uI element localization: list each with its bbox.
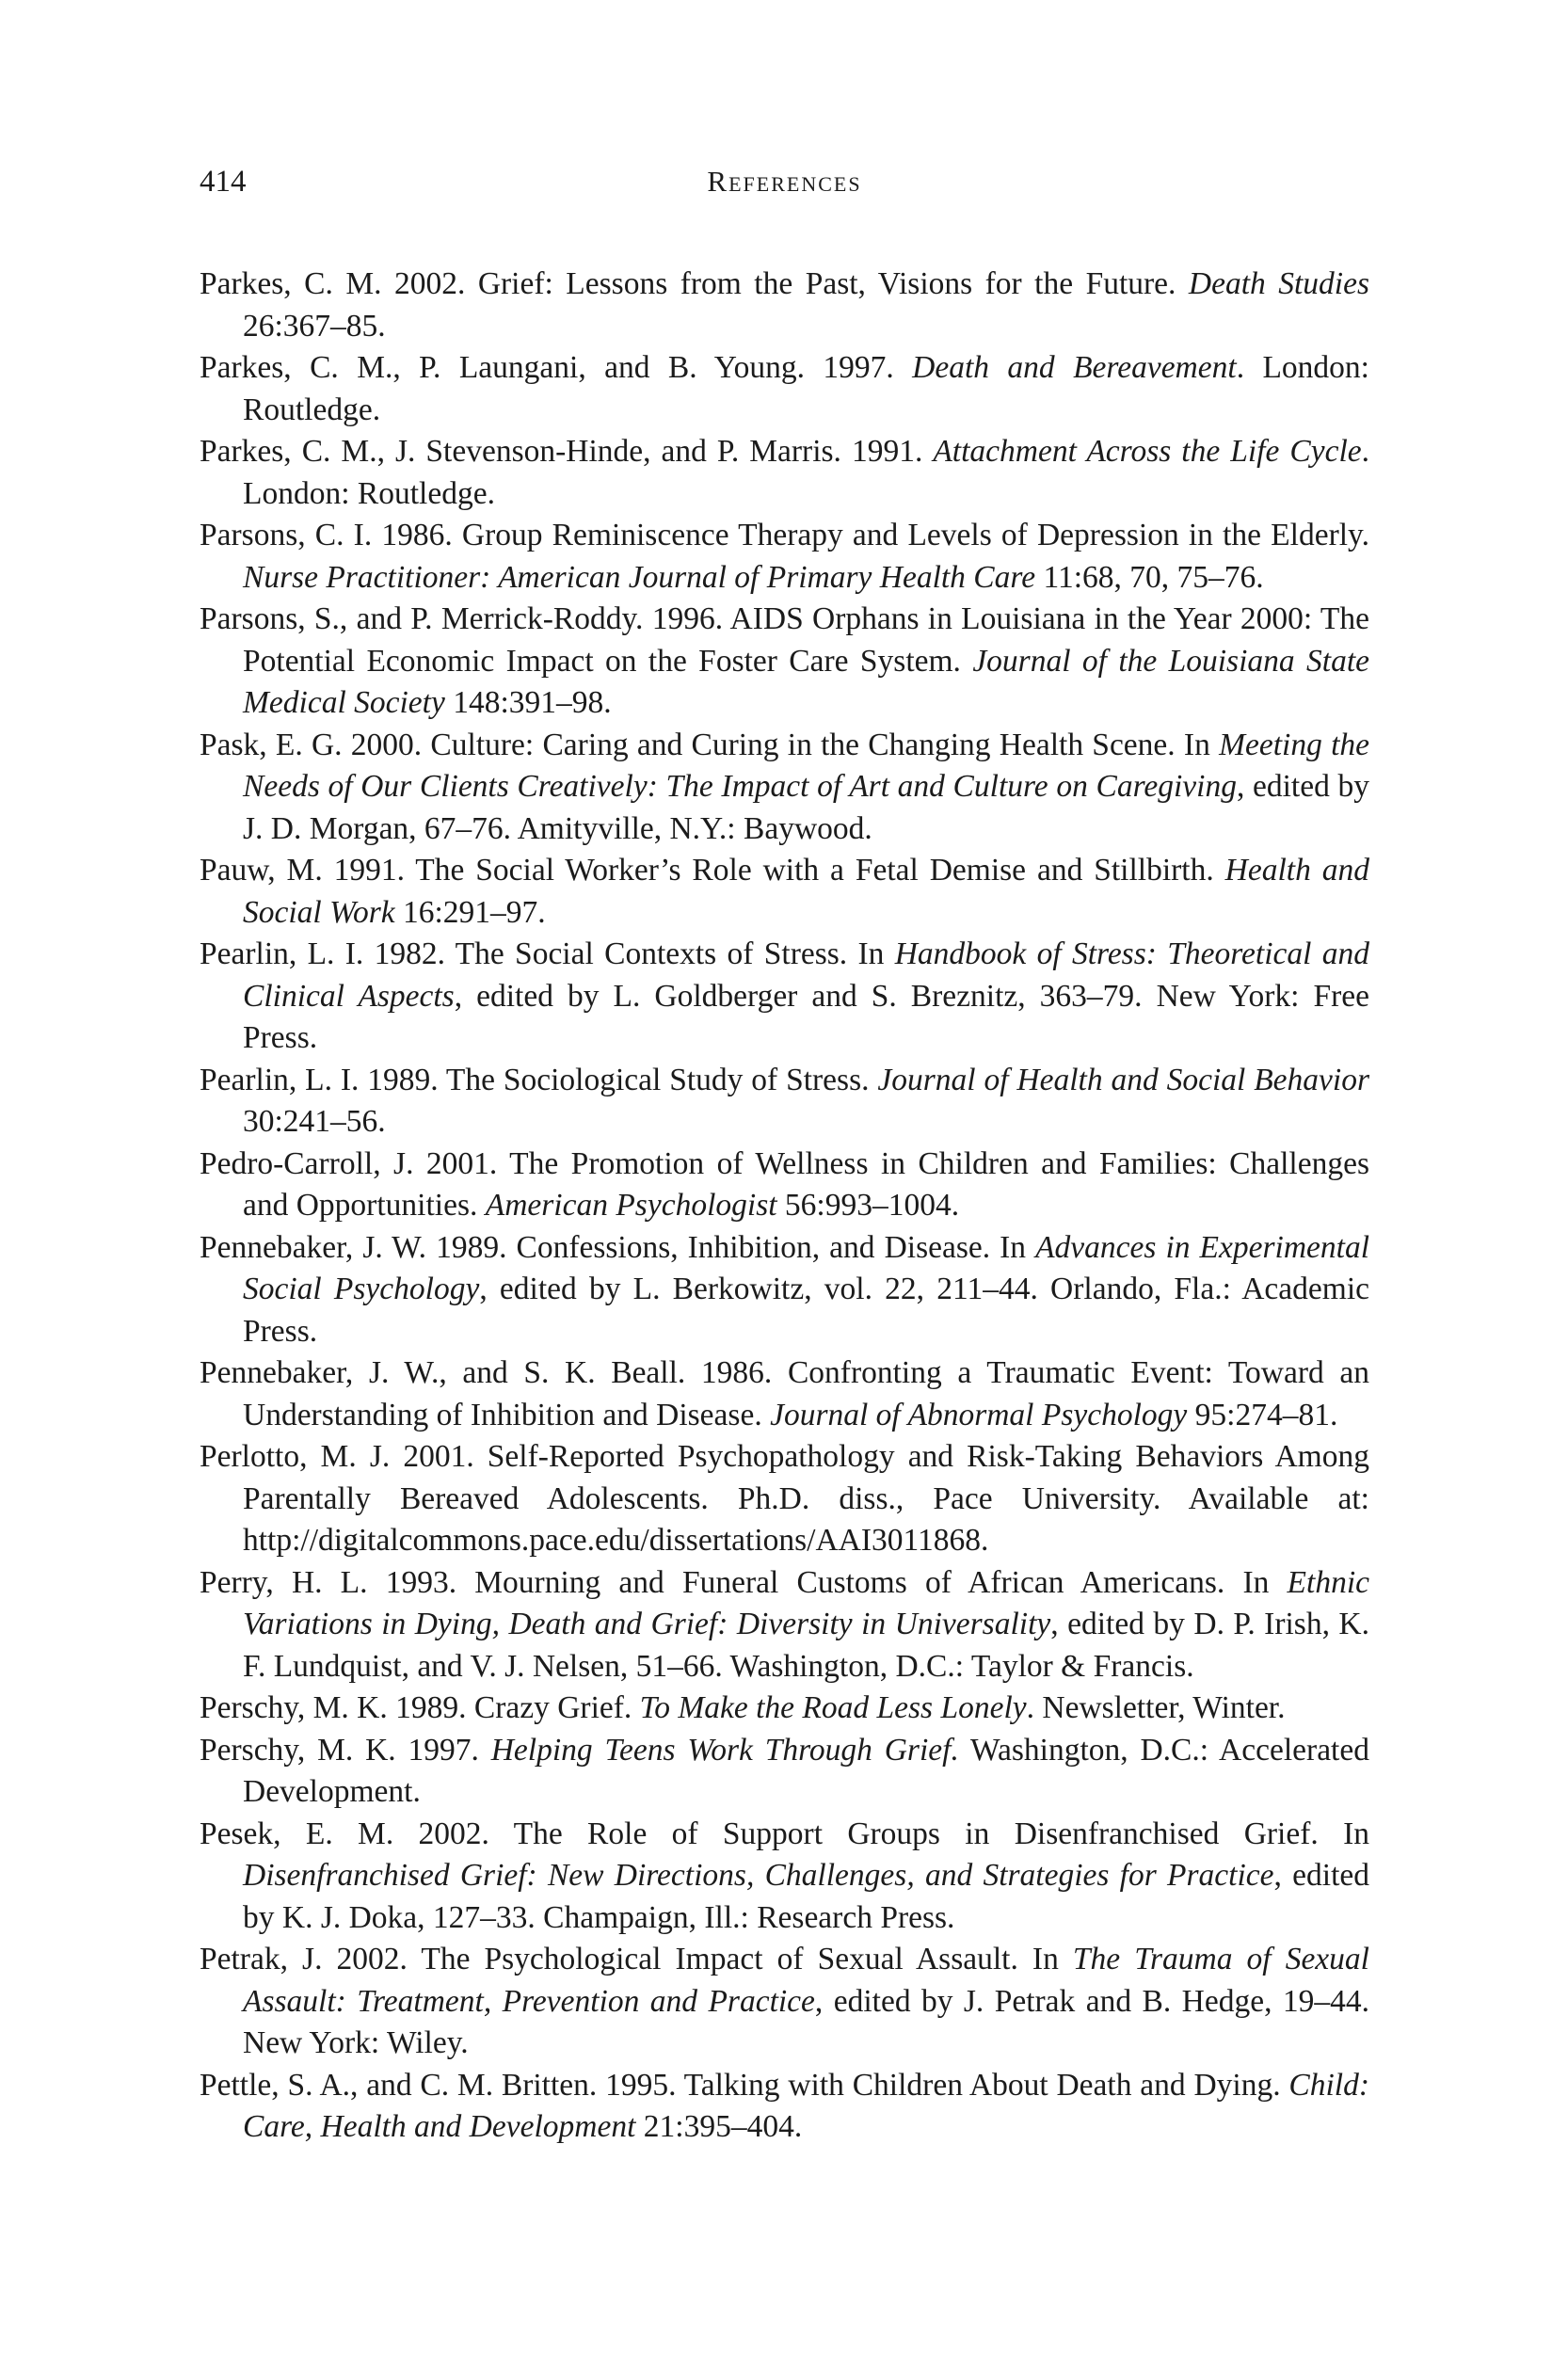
reference-text: 11:68, 70, 75–76. — [1035, 559, 1264, 595]
reference-title-italic: Death and Bereavement — [912, 350, 1237, 385]
reference-list — [200, 264, 1369, 2149]
reference-entry — [200, 1562, 1369, 1688]
reference-title-italic: Nurse Practitioner: American Journal of Primary Health Care — [243, 559, 1036, 595]
reference-text: Washington, D.C.: Accelerated Development. — [243, 1732, 1369, 1809]
reference-text: Pearlin, L. I. 1982. The Social Contexts of Stress. In — [200, 936, 895, 971]
reference-entry — [200, 1144, 1369, 1227]
reference-title-italic: Ethnic Variations in Dying, Death and Grief: Diversity in Universality — [243, 1564, 1369, 1641]
reference-text: Parkes, C. M. 2002. Grief: Lessons from the Past, Visions for the Future. — [200, 266, 1189, 301]
reference-text: Parsons, S., and P. Merrick-Roddy. 1996. AIDS Orphans in Louisiana in the Year 2000: The Potential Economic Impact on the Foster Care System. — [200, 601, 1369, 679]
reference-text: . London: Routledge. — [243, 350, 1369, 427]
reference-title-italic: Helping Teens Work Through Grief. — [490, 1732, 959, 1768]
reference-text: Perlotto, M. J. 2001. Self-Reported Psychopathology and Risk-Taking Behaviors Among Parentally Bereaved Adolescents. Ph.D. diss., Pace University. Available at: http://digitalcommons.pace.edu/dissertations/AAI3011868. — [200, 1439, 1369, 1558]
reference-entry — [200, 515, 1369, 599]
reference-text: Pearlin, L. I. 1989. The Sociological Study of Stress. — [200, 1062, 878, 1097]
reference-entry — [200, 725, 1369, 851]
reference-text: Perschy, M. K. 1997. — [200, 1732, 491, 1768]
reference-entry — [200, 1939, 1369, 2065]
reference-entry — [200, 431, 1369, 515]
reference-entry — [200, 347, 1369, 431]
reference-title-italic: Journal of Health and Social Behavior — [877, 1062, 1369, 1097]
reference-entry — [200, 1436, 1369, 1562]
reference-text: Pettle, S. A., and C. M. Britten. 1995. Talking with Children About Death and Dying. — [200, 2067, 1289, 2103]
reference-entry — [200, 599, 1369, 725]
reference-title-italic: Death Studies — [1188, 266, 1370, 301]
reference-text: , edited by J. Petrak and B. Hedge, 19–44. New York: Wiley. — [243, 1983, 1369, 2060]
reference-text: , edited by J. D. Morgan, 67–76. Amityville, N.Y.: Baywood. — [243, 769, 1369, 846]
reference-title-italic: Handbook of Stress: Theoretical and Clinical Aspects — [243, 936, 1369, 1014]
reference-text: Petrak, J. 2002. The Psychological Impact of Sexual Assault. In — [200, 1942, 1073, 1976]
reference-entry — [200, 264, 1369, 347]
reference-text: 26:367–85. — [243, 308, 386, 344]
running-head — [200, 160, 1369, 203]
reference-text: 21:395–404. — [635, 2109, 803, 2144]
reference-text: 30:241–56. — [243, 1104, 386, 1139]
reference-text: Pennebaker, J. W., and S. K. Beall. 1986. Confronting a Traumatic Event: Toward an Understanding of Inhibition and Disease. — [200, 1355, 1369, 1432]
reference-title-italic: Disenfranchised Grief: New Directions, Challenges, and Strategies for Practice — [243, 1858, 1274, 1893]
reference-entry — [200, 850, 1369, 934]
reference-text: , edited by L. Berkowitz, vol. 22, 211–44. Orlando, Fla.: Academic Press. — [243, 1272, 1369, 1349]
reference-text: . London: Routledge. — [243, 434, 1369, 511]
reference-text: , edited by L. Goldberger and S. Breznitz, 363–79. New York: Free Press. — [243, 978, 1369, 1055]
reference-text: Parkes, C. M., J. Stevenson-Hinde, and P. Marris. 1991. — [200, 434, 934, 469]
reference-text: Pesek, E. M. 2002. The Role of Support Groups in Disenfranchised Grief. In — [200, 1816, 1369, 1851]
reference-title-italic: The Trauma of Sexual Assault: Treatment, Prevention and Practice — [243, 1942, 1369, 2019]
reference-entry — [200, 1730, 1369, 1814]
reference-title-italic: Advances in Experimental Social Psychology — [243, 1229, 1370, 1306]
reference-text: 95:274–81. — [1187, 1397, 1338, 1432]
reference-text: Pauw, M. 1991. The Social Worker’s Role with a Fetal Demise and Stillbirth. — [200, 853, 1225, 888]
reference-entry — [200, 1227, 1369, 1353]
reference-title-italic: Attachment Across the Life Cycle — [933, 434, 1362, 469]
reference-text: Perry, H. L. 1993. Mourning and Funeral Customs of African Americans. In — [200, 1564, 1288, 1600]
reference-text: 56:993–1004. — [776, 1188, 960, 1223]
reference-entry — [200, 1352, 1369, 1436]
running-title: References — [707, 165, 862, 198]
reference-text: , edited by K. J. Doka, 127–33. Champaign, Ill.: Research Press. — [243, 1858, 1369, 1935]
reference-entry — [200, 1814, 1369, 1940]
reference-text: Perschy, M. K. 1989. Crazy Grief. — [200, 1690, 640, 1725]
reference-text: Pask, E. G. 2000. Culture: Caring and Curing in the Changing Health Scene. In — [200, 727, 1220, 762]
reference-text: Parsons, C. I. 1986. Group Reminiscence Therapy and Levels of Depression in the Elderly. — [200, 518, 1369, 552]
reference-text: , edited by D. P. Irish, K. F. Lundquist, and V. J. Nelsen, 51–66. Washington, D.C.: Taylor & Francis. — [243, 1607, 1369, 1684]
reference-title-italic: Child: Care, Health and Development — [243, 2067, 1369, 2144]
page-number: 414 — [200, 165, 247, 199]
reference-title-italic: American Psychologist — [485, 1188, 777, 1223]
reference-text: . Newsletter, Winter. — [1026, 1690, 1286, 1725]
reference-entry — [200, 1060, 1369, 1144]
reference-text: 16:291–97. — [394, 894, 546, 930]
reference-title-italic: Health and Social Work — [243, 853, 1369, 930]
reference-text: Pedro-Carroll, J. 2001. The Promotion of Wellness in Children and Families: Challenges and Opportunities. — [200, 1145, 1369, 1223]
reference-entry — [200, 2065, 1369, 2149]
reference-entry — [200, 1688, 1369, 1730]
reference-text: 148:391–98. — [444, 685, 612, 720]
reference-entry — [200, 934, 1369, 1060]
reference-text: Pennebaker, J. W. 1989. Confessions, Inhibition, and Disease. In — [200, 1229, 1036, 1265]
reference-title-italic: To Make the Road Less Lonely — [639, 1690, 1027, 1725]
reference-title-italic: Journal of Abnormal Psychology — [770, 1397, 1188, 1432]
reference-title-italic: Journal of the Louisiana State Medical Society — [243, 643, 1369, 720]
reference-text: Parkes, C. M., P. Laungani, and B. Young. 1997. — [200, 350, 913, 385]
reference-title-italic: Meeting the Needs of Our Clients Creatively: The Impact of Art and Culture on Caregiving — [243, 727, 1370, 804]
